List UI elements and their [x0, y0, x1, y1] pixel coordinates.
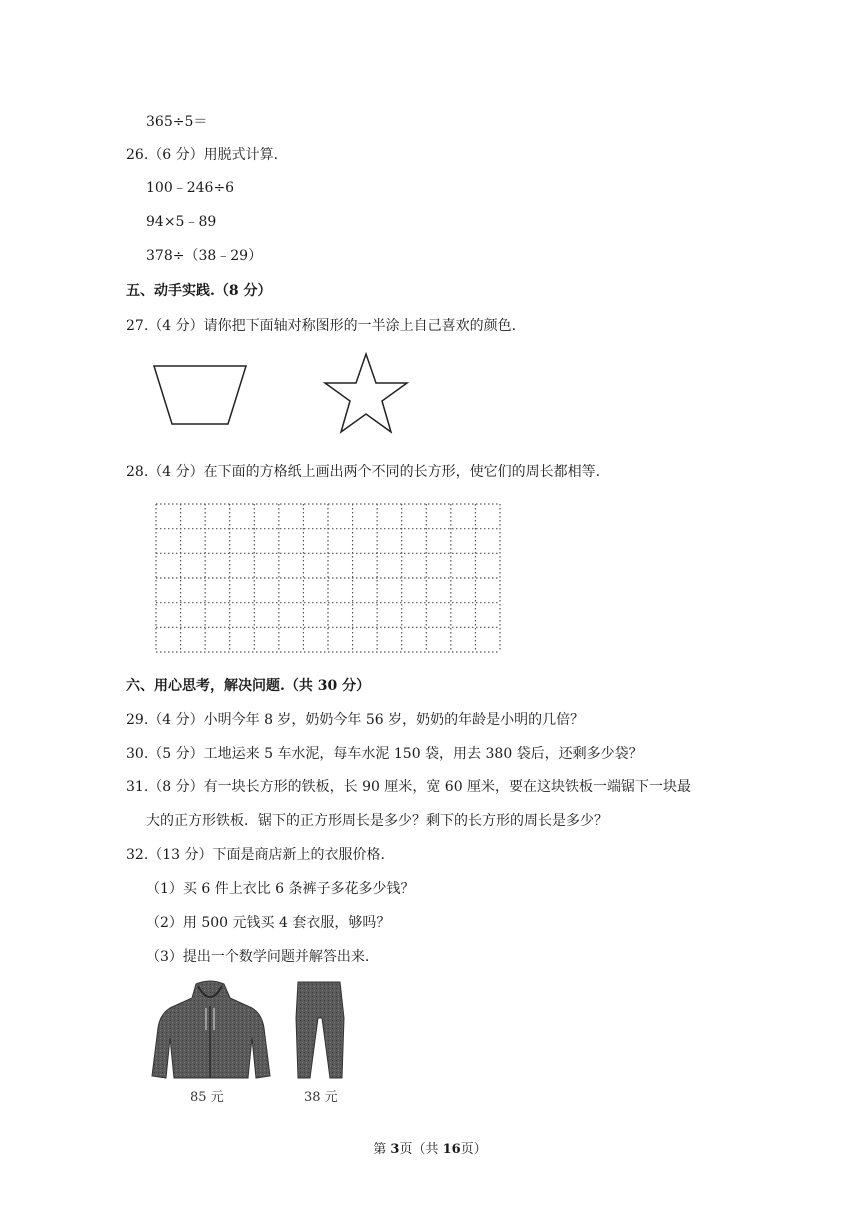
jacket-image — [148, 978, 274, 1082]
expression-365-div-5: 365÷5＝ — [146, 114, 208, 130]
calc-expression-2: 94×5﹣89 — [146, 214, 217, 230]
section-6-heading: 六、用心思考，解决问题.（共 30 分） — [126, 678, 371, 694]
pants-price: 38 元 — [304, 1090, 338, 1105]
question-32: 32.（13 分）下面是商店新上的衣服价格. — [126, 847, 385, 863]
star-figure — [320, 350, 412, 440]
footer-suffix: 页） — [460, 1142, 487, 1157]
footer-prefix: 第 — [373, 1142, 391, 1157]
question-32-part-2: （2）用 500 元钱买 4 套衣服，够吗？ — [146, 915, 391, 931]
question-32-part-3: （3）提出一个数学问题并解答出来. — [146, 949, 370, 965]
calc-expression-3: 378÷（38﹣29） — [146, 248, 263, 264]
footer-page-number: 3 — [390, 1142, 400, 1157]
footer-middle: 页（共 — [399, 1142, 443, 1157]
calc-expression-1: 100﹣246÷6 — [146, 180, 235, 196]
question-29: 29.（4 分）小明今年 8 岁，奶奶今年 56 岁，奶奶的年龄是小明的几倍？ — [126, 712, 585, 728]
footer-total-pages: 16 — [442, 1142, 461, 1157]
pants-image — [290, 978, 350, 1082]
question-30: 30.（5 分）工地运来 5 车水泥，每车水泥 150 袋，用去 380 袋后，还剩多少袋？ — [126, 746, 643, 762]
section-5-heading: 五、动手实践.（8 分） — [126, 283, 272, 299]
question-31-line-2: 大的正方形铁板．锯下的正方形周长是多少？剩下的长方形的周长是多少？ — [146, 813, 608, 829]
question-32-part-1: （1）买 6 件上衣比 6 条裤子多花多少钱？ — [146, 881, 415, 897]
question-28: 28.（4 分）在下面的方格纸上画出两个不同的长方形，使它们的周长都相等. — [126, 464, 601, 480]
page-footer — [0, 1138, 860, 1157]
question-27: 27.（4 分）请你把下面轴对称图形的一半涂上自己喜欢的颜色. — [126, 318, 517, 334]
question-31-line-1: 31.（8 分）有一块长方形的铁板，长 90 厘米，宽 60 厘米，要在这块铁板一端锯下一块最 — [126, 779, 692, 795]
question-26: 26.（6 分）用脱式计算. — [126, 147, 279, 163]
jacket-price: 85 元 — [190, 1090, 224, 1105]
dotted-grid-paper — [154, 502, 502, 654]
trapezoid-figure — [150, 360, 250, 430]
